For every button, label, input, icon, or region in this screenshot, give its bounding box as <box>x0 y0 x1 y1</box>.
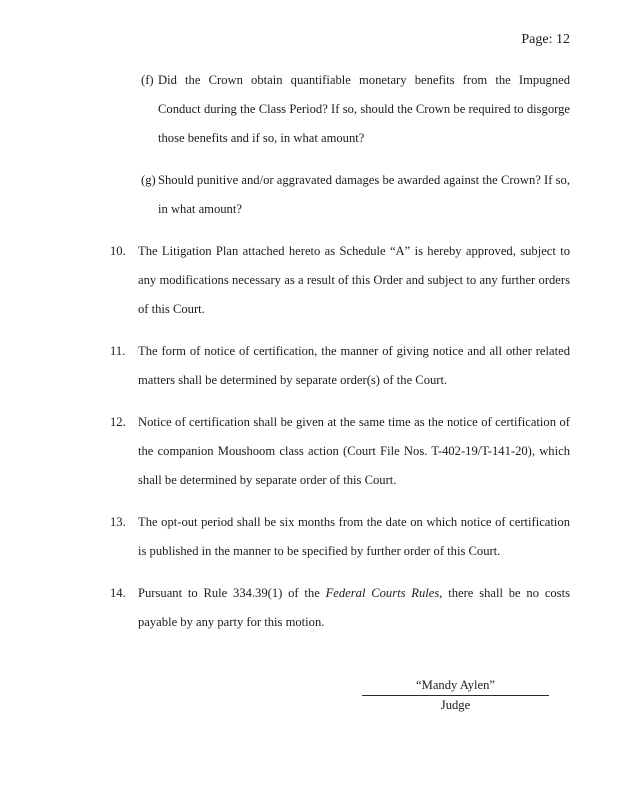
signature-block <box>362 677 549 714</box>
question-item-f <box>141 66 570 153</box>
paragraph-text-segment: Pursuant to Rule 334.39(1) of the <box>138 586 326 600</box>
question-marker: (f) <box>141 73 154 87</box>
question-text: Did the Crown obtain quantifiable monetary benefits from the Impugned Conduct during the Class Period? If so, should the Crown be required to disgorge those benefits and if so, in what amount? <box>158 73 570 145</box>
question-text: Should punitive and/or aggravated damages be awarded against the Crown? If so, in what amount? <box>158 173 570 216</box>
paragraph-text <box>138 579 570 637</box>
paragraph-number: 13. <box>110 515 126 529</box>
order-paragraph-12 <box>110 408 570 495</box>
question-item-g <box>141 166 570 224</box>
paragraph-number: 11. <box>110 344 126 358</box>
order-paragraph-14 <box>110 579 570 637</box>
paragraph-number: 10. <box>110 244 126 258</box>
case-citation: Federal Courts Rules <box>325 586 440 600</box>
paragraph-number: 12. <box>110 415 126 429</box>
paragraph-text-segment: , there shall be no costs payable by any party for this motion. <box>138 586 571 629</box>
order-paragraph-13 <box>110 508 570 566</box>
document-body <box>110 66 570 650</box>
paragraph-text: The opt-out period shall be six months from the date on which notice of certification is published in the manner to be specified by further order of this Court. <box>138 515 570 558</box>
judge-signature: “Mandy Aylen” <box>362 677 549 696</box>
paragraph-text: The Litigation Plan attached hereto as Schedule “A” is hereby approved, subject to any modifications necessary as a result of this Order and subject to any further orders of this Court. <box>138 244 570 316</box>
question-marker: (g) <box>141 173 156 187</box>
paragraph-number: 14. <box>110 586 126 600</box>
paragraph-text: Notice of certification shall be given at the same time as the notice of certification of the companion Moushoom class action (Court File Nos. T-402-19/T-141-20), which shall be determined by separate order of this Court. <box>138 415 570 487</box>
order-paragraph-11 <box>110 337 570 395</box>
judge-title: Judge <box>440 698 471 712</box>
page-number: Page: 12 <box>521 32 570 47</box>
paragraph-text: The form of notice of certification, the manner of giving notice and all other related matters shall be determined by separate order(s) of the Court. <box>138 344 570 387</box>
order-paragraph-10 <box>110 237 570 324</box>
